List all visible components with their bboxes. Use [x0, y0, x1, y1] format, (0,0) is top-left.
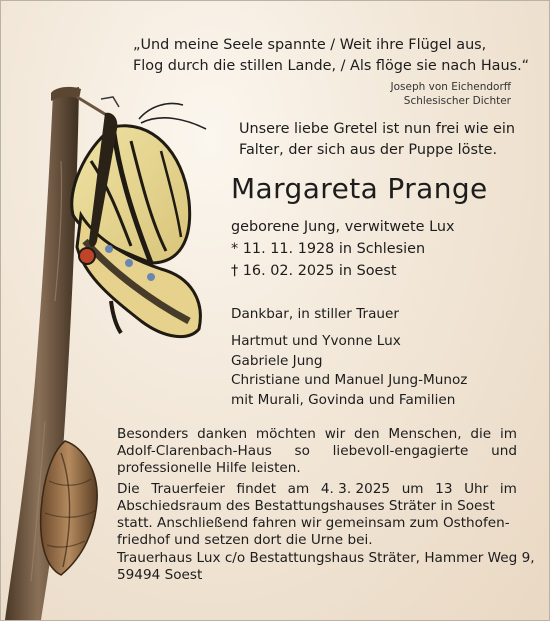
paragraph-line: statt. Anschließend fahren wir gemeinsam zum Osthofen-: [117, 515, 510, 531]
word: 4. 3. 2025: [320, 481, 391, 497]
address-block: [117, 550, 535, 584]
address-line: 59494 Soest: [117, 567, 203, 583]
mourner-name: Christiane und Manuel Jung-Munoz: [231, 372, 468, 388]
word: die: [470, 426, 492, 442]
intro-text: [239, 119, 529, 161]
word: Besonders: [117, 426, 189, 442]
word: so: [294, 443, 310, 459]
birth-date: * 11. 11. 1928 in Schlesien: [231, 241, 426, 257]
poem-author: [391, 80, 511, 108]
paragraph-line: [117, 443, 517, 460]
word: möchten: [255, 426, 316, 442]
intro-line: Unsere liebe Gretel ist nun frei wie ein: [239, 121, 516, 137]
mourner-name: mit Murali, Govinda und Familien: [231, 391, 456, 408]
word: danken: [197, 426, 248, 442]
butterfly-icon: [72, 97, 206, 337]
author-name: Joseph von Eichendorff: [390, 81, 511, 93]
word: findet: [236, 481, 277, 497]
poem-line: Flog durch die stillen Lande, / Als flöge sie nach Haus.“: [133, 58, 530, 74]
word: 13: [435, 481, 453, 497]
word: Uhr: [464, 481, 489, 497]
author-title: Schlesischer Dichter: [403, 95, 511, 107]
word: Menschen,: [388, 426, 462, 442]
life-dates: [231, 216, 455, 282]
mourners-intro: Dankbar, in stiller Trauer: [231, 306, 399, 322]
poem-line: „Und meine Seele spannte / Weit ihre Flügel aus,: [133, 37, 487, 53]
word: um: [401, 481, 424, 497]
mourner-name: Hartmut und Yvonne Lux: [231, 333, 401, 349]
birth-name: geborene Jung, verwitwete Lux: [231, 219, 455, 235]
paragraph-line: professionelle Hilfe leisten.: [117, 460, 301, 476]
address-line: Trauerhaus Lux c/o Bestattungshaus Sträter, Hammer Weg 9,: [117, 550, 535, 566]
thanks-paragraph: [117, 426, 517, 477]
word: wir: [324, 426, 346, 442]
paragraph-line: Abschiedsraum des Bestattungshauses Sträter in Soest: [117, 498, 495, 514]
word: und: [491, 443, 517, 459]
word: im: [499, 481, 517, 497]
mourners-list: [231, 332, 467, 410]
intro-line: Falter, der sich aus der Puppe löste.: [239, 142, 498, 158]
paragraph-line: [117, 481, 517, 498]
word: den: [353, 426, 380, 442]
paragraph-line: [117, 426, 517, 443]
death-date: † 16. 02. 2025 in Soest: [231, 263, 397, 279]
poem-quote: [133, 35, 530, 77]
word: im: [499, 426, 517, 442]
word: Adolf-Clarenbach-Haus: [117, 443, 272, 459]
word: liebevoll-engagierte: [332, 443, 469, 459]
deceased-name: Margareta Prange: [231, 172, 488, 205]
paragraph-line: friedhof und setzen dort die Urne bei.: [117, 532, 373, 548]
word: Trauerfeier: [151, 481, 225, 497]
word: Die: [117, 481, 140, 497]
funeral-paragraph: [117, 481, 517, 549]
word: am: [287, 481, 310, 497]
mourner-name: Gabriele Jung: [231, 352, 323, 369]
